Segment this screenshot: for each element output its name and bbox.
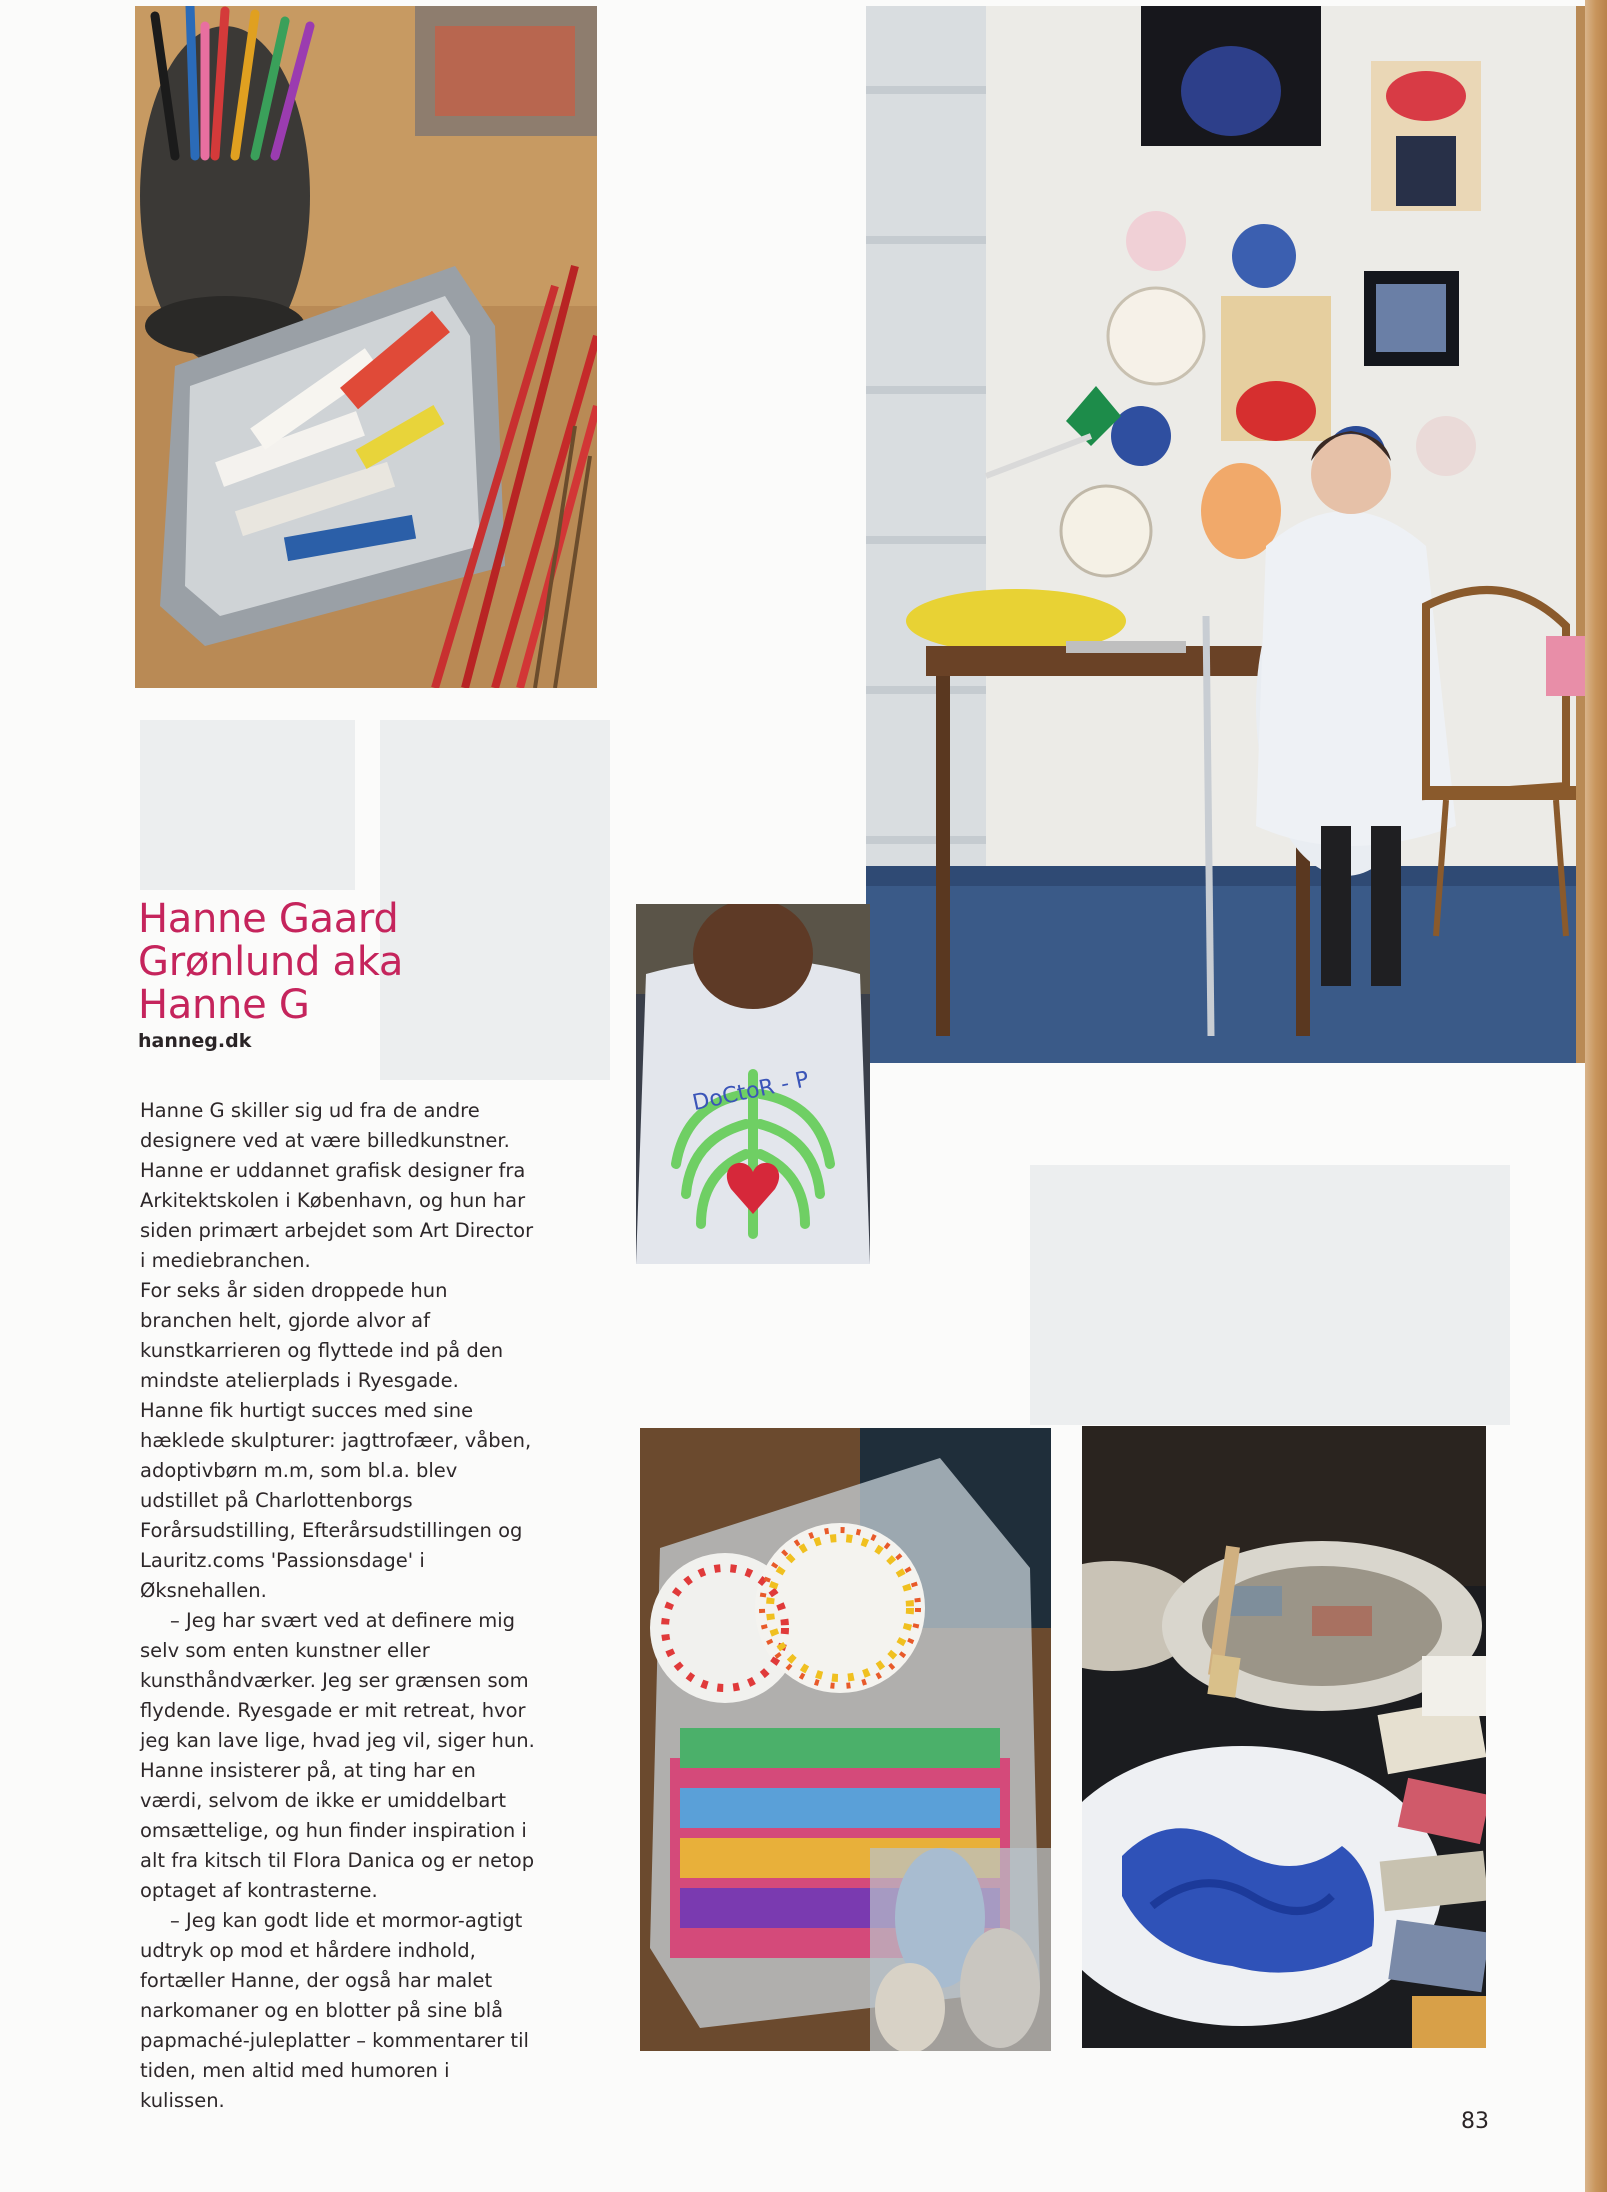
coat-painted-text: DoCtoR - P [690, 1067, 812, 1117]
quote-paragraph: – Jeg kan godt lide et mormor-agtigt udtryk op mod et hårdere indhold, fortæller Hanne, der også har malet narkomaner og en blotter på sine blå papmaché-juleplatter – kommentarer til tiden, men altid med humoren i kulissen. [140, 1909, 529, 2112]
photo-painted-coat [636, 904, 870, 1264]
photo-artist-studio [866, 6, 1607, 1063]
paragraph: Hanne G skiller sig ud fra de andre designere ved at være billedkunstner. Hanne er uddannet grafisk designer fra Arkitektskolen i København, og hun har siden primært arbejdet som Art Director i mediebranchen. [140, 1099, 534, 1272]
page-edge [1585, 0, 1607, 2192]
paragraph: Hanne insisterer på, at ting har en værdi, selvom de ikke er umiddelbart omsættelige, og hun finder inspiration i alt fra kitsch til Flora Danica og er netop optaget af kontrasterne. [140, 1759, 535, 1902]
website-link[interactable]: hanneg.dk [138, 1030, 252, 1052]
article-body [140, 1096, 540, 2116]
photo-art-supplies [135, 6, 597, 688]
article-title [138, 898, 558, 1027]
title-line: Hanne G [138, 982, 310, 1028]
paragraph: Hanne fik hurtigt succes med sine hæklede skulpturer: jagttrofæer, våben, adoptivbørn m.m, som bl.a. blev udstillet på Charlottenborgs Forårsudstilling, Efterårsudstillingen og Lauritz.coms 'Passionsdage' i Øksnehallen. [140, 1399, 532, 1602]
photo-yarn-box [640, 1428, 1051, 2051]
quote-paragraph: – Jeg har svært ved at definere mig selv som enten kunstner eller kunsthåndværker. Jeg ser grænsen som flydende. Ryesgade er mit retreat, hvor jeg kan lave lige, hvad jeg vil, siger hun. [140, 1609, 535, 1752]
title-line: Grønlund aka [138, 939, 404, 985]
page-number: 83 [1461, 2109, 1489, 2134]
paragraph: For seks år siden droppede hun branchen helt, gjorde alvor af kunstkarrieren og flyttede ind på den mindste atelierplads i Ryesgade. [140, 1279, 504, 1392]
title-line: Hanne Gaard [138, 896, 399, 942]
show-through-block [1030, 1165, 1510, 1425]
show-through-block [140, 720, 355, 890]
photo-plates [1082, 1426, 1486, 2048]
